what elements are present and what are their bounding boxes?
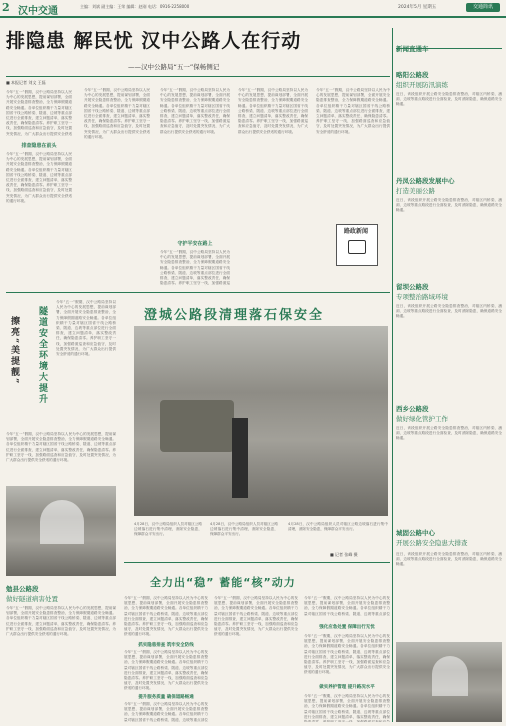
sidebar-item-body: 近日，该段组织开展公路安全隐患排查整治，对辖区内桥梁、涵洞、边坡等重点路段进行全面检查，及时消除隐患，确保道路安全畅通。 [396,92,502,107]
sidebar-item-subtitle: 专项整治路域环境 [396,293,448,301]
vertical-title: 隧道安全环境大提升 [37,306,47,405]
article-column: 今年“五一”假期，汉中公路局坚持以人民为中心的发展思想，提前谋划部署，全面开展安全隐患排查整治，全力保障假期道路安全畅通。各单位组织精干力量对辖区国省干线公路桥梁、隧道、边坡等重点部位 [304,596,390,616]
sidebar-item-title: 西乡公路段 [396,405,429,413]
photo-caption: 4月28日，汉中公路局组织人员对辖区公路边坡落石进行集中清理，消除安全隐患，保障群众平安出行。 [210,522,278,537]
sidebar-item-body: 近日，该段组织开展公路安全隐患排查整治，对辖区内桥梁、涵洞、边坡等重点路段进行全面检查，及时消除隐患，确保道路安全畅通。 [396,552,502,567]
photo-caption: 4月28日，汉中公路局组织人员对辖区公路边坡落石进行集中清理，消除安全隐患，保障群众平安出行。 [134,522,202,537]
divider [124,562,390,563]
sidebar-item-subtitle: 打造美丽公路 [396,187,435,195]
divider [6,292,390,293]
worker-figure [232,418,248,498]
sidebar-item-subtitle: 开展公路安全隐患大排查 [396,539,468,547]
article-column: 今年“五一”假期，汉中公路局坚持以人民为中心的发展思想，提前谋划部署，全面开展安全隐患排查整治，全力保障假期道路安全畅通。各单位组织精干力量对辖区国省干线公路桥梁、隧道、边坡等重点部位进行全面排查，建立问题清单，落实整改责任，确保隐患清零。养护职工坚守一线，加强路面巡查和应急值守，及时处置突发情况，为广大群众出行提供安全舒适的通行环境。 [6,606,116,637]
main-title: 排隐患 解民忧 汉中公路人在行动 [6,30,302,52]
photo-credit: ■ 记者 张峰 摄 [330,552,358,557]
loader-shape [160,400,234,452]
vertical-subtitle: 擦亮“美提靓” [9,316,19,386]
article-column: 今年“五一”假期，汉中公路局坚持以人民为中心的发展思想，提前谋划部署，全面开展安全隐患排查整治，全力保障假期道路安全畅通。各单位组织精干力量对辖区国省干线公路桥梁、隧道、边坡等重点部位 [124,702,208,722]
photo-caption: 4月28日，汉中公路局组织人员对辖区公路边坡落石进行集中清理，消除安全隐患，保障群众平安出行。 [288,522,388,532]
left-bottom-sub: 做好隧道病害处置 [6,595,58,603]
sidebar-item-title: 略阳公路段 [396,71,429,79]
section-head: 做实养护管理 提升路况水平 [319,685,375,690]
camera-icon [348,240,366,254]
stamp-label: 路政新闻 [343,228,368,235]
photo-headline: 澄城公路段清理落石保安全 [144,308,325,323]
header-tag: 交通简讯 [466,3,500,12]
sidebar-item-title: 留坝公路段 [396,283,429,291]
article-column: 今年“五一”假期，汉中公路局坚持以人民为中心的发展思想，提前谋划部署，全面开展安全隐患排查整治，全力保障假期道路安全畅通。各单位组织精干力量对辖区国省干线公路桥梁、隧道、边坡等重点部位进行全面排查，建立问题清单，落实整改责任，确保隐患清零。养护职工坚守一线，加强路面巡查和应急值守，及时处置突发情况，为广大群众出行提供安全舒适的通行环境。 [304,634,390,675]
article-column: 今年“五一”假期，汉中公路局坚持以人民为中心的发展思想，提前谋划部署，全面开展安全隐患排查整治，全力保障假期道路安全畅通。各单位组织精干力量对辖区国省干线公路桥梁、隧道、边坡等重点部位进行全面排查，建立问题清单，落实整改责任，确保隐患清零。养护职工坚守一线，加强路面巡查和应急值守，及时处置突发情况，为广大群众出行提供安全舒适的通行环境。 [124,596,208,637]
article-column: 今年“五一”假期，汉中公路局坚持以人民为中心的发展思想，提前谋划部署，全面开展安全隐患排查整治，全力保障假期道路安全畅通。各单位组织精干力量对辖区国省干线公路桥梁、隧道、边坡等重点部位进行全面排查，建立问题清单，落实整改责任，确保隐患清零。养护职工坚守一线，加强路面巡查和应急值守，及时处置突发情况，为广大群众出行提供安全舒适的通行环境。 [214,596,298,637]
left-bottom-head: 勉县公路段 [6,585,39,593]
tunnel-opening [432,656,468,696]
article-column: 今年“五一”假期，汉中公路局坚持以人民为中心的发展思想，提前谋划部署，全面开展安全隐患排查整治，全力保障假期道路安全畅通。各单位组织精干力量对辖区国省干线公路桥梁、隧道、边坡等重点部位进行全面排查，建立问题清单，落实整改责任，确保隐患清零。养护职工坚守一线，加强路面巡查和应急值守，及时处置突发情况，为广大群众出行提供安全舒适的通行环境。 [84,88,150,139]
section-head: 抓实隐患排查 筑牢安全防线 [138,643,194,648]
article-column: 今年“五一”假期，汉中公路局坚持以人民为中心的发展思想，提前谋划部署，全面开展安全隐患排查整治，全力保障假期道路安全畅通。各单位组织精干力量对辖区国省干线公路桥梁、隧道、边坡等重点部位进行全面排查，建立问题清单，落实整改责任，确保隐患清零。养护职工坚守一线，加强路面巡 [160,250,230,286]
main-subtitle: ——汉中公路局“五一”保畅侧记 [128,63,220,71]
sidebar-item-subtitle: 做好绿化管护工作 [396,415,448,423]
divider [6,76,390,77]
sidebar-item-body: 近日，该段组织开展公路安全隐患排查整治，对辖区内桥梁、涵洞、边坡等重点路段进行全面检查，及时消除隐患，确保道路安全畅通。 [396,198,502,213]
header-meta: 主编：刘斌 副主编：王荣 编辑：赵刚 电话：0916-2258000 [80,4,190,9]
sidebar-item-subtitle: 组织开展防汛演练 [396,81,448,89]
paper-name: 汉中交通 [18,6,58,17]
section-head: 强化应急处置 保障出行无忧 [319,625,375,630]
article-column: 今年“五一”假期，汉中公路局坚持以人民为中心的发展思想，提前谋划部署，全面开展安全隐患排查整治，全力保障假期道路安全畅通。各单位组织精干力量对辖区国省干线公路桥梁、隧道、边坡等重点部位进行全面排查，建立问题清单，落实整改责任，确保隐患清零。养护职工坚守一线，加强路面巡查和应急值守，及时处置突发情况，为广大群众出行提供安全舒适的通行环境。 [6,432,116,463]
tunnel-opening [40,500,84,544]
sidebar-item-title: 城固公路中心 [396,529,435,537]
section-head: 提升服务质量 确保道路畅通 [138,695,194,700]
sidebar-header: 新闻直通车 [396,36,502,49]
page-number: 2 [2,1,10,14]
section-head: 排查隐患在前头 [21,143,57,149]
article-column: 今年“五一”假期，汉中公路局坚持以人民为中心的发展思想，提前谋划部署，全面开展安全隐患排查整治，全力保障假期道路安全畅通。各单位组织精干力量对辖区国省干线公路桥梁、隧道、边坡等重点部位进行全面排查，建立问题清单，落实整改责任，确保隐患清零。养护职工坚守一线，加强路面巡查和应急值守，及时处置突发情况，为广大群众出行提供安全舒适 [6,90,72,136]
header-date: 2024年5月 星期五 [398,5,437,10]
article-column: 今年“五一”假期，汉中公路局坚持以人民为中心的发展思想，提前谋划部署，全面开展安全隐患排查整治，全力保障假期道路安全畅通。各单位组织精干力量对辖区国省干线公路桥梁、隧道、边坡等重点部位进行全面排查，建立问题清单，落实整改责任，确保隐患清零。养护职工坚守一线，加强路面巡查和应急值守，及时处置突发情况，为广大群众出行提供安全舒适的通行环境。 [238,88,308,134]
section-head: 守护平安在路上 [177,241,213,247]
sidebar-item-body: 近日，该段组织开展公路安全隐患排查整治，对辖区内桥梁、涵洞、边坡等重点路段进行全面检查，及时消除隐患，确保道路安全畅通。 [396,426,502,441]
article-column: 今年“五一”假期，汉中公路局坚持以人民为中心的发展思想，提前谋划部署，全面开展安全隐患排查整治，全力保障假期道路安全畅通。各单位组织精干力量对辖区国省干线公路桥梁、隧道、边坡等重点部位进行全面排查，建立问题清单，落实整改责任，确保 [304,694,390,719]
article-column: 今年“五一”假期，汉中公路局坚持以人民为中心的发展思想，提前谋划部署，全面开展安全隐患排查整治，全力保障假期道路安全畅通。各单位组织精干力量对辖区国省干线公路桥梁、隧道、边坡等重点部位进行全面排查，建立问题清单，落实整改责任，确保隐患清零。养护职工坚守一线，加强路面巡查和应急值守，及时处置突发情况，为广大群众出行提供安全舒适的通行环境。 [316,88,390,134]
article-column: 今年“五一”假期，汉中公路局坚持以人民为中心的发展思想，提前谋划部署，全面开展安全隐患排查整治，全力保障假期道路安全畅通。各单位组织精干力量对辖区国省干线公路桥梁、隧道、边坡等重点部位进行全面排查，建立问题清单，落实整改责任，确保隐患清零。养护职工坚守一线，加强路面巡查和应急值守，及时处置突发情况，为广大群众出行提供安全舒适的通行环境。 [56,300,116,357]
article-column: 今年“五一”假期，汉中公路局坚持以人民为中心的发展思想，提前谋划部署，全面开展安全隐患排查整治，全力保障假期道路安全畅通。各单位组织精干力量对辖区国省干线公路桥梁、隧道、边坡等重点部位进行全面排查，建立问题清单，落实整改责任，确保隐患清零。养护职工坚守一线，加强路面巡查和应急值守，及时处置突发情况，为广大群众出行提供安全舒适的通行环境。 [124,650,208,690]
article-column: 今年“五一”假期，汉中公路局坚持以人民为中心的发展思想，提前谋划部署，全面开展安全隐患排查整治，全力保障假期道路安全畅通。各单位组织精干力量对辖区国省干线公路桥梁、隧道、边坡等重点部位进行全面排查，建立问题清单，落实整改责任，确保隐患清零。养护职工坚守一线，加强路面巡查和应急值守，及时处置突发情况，为广大群众出行提供安全舒适的通行环境。 [160,88,230,134]
bottom-headline: 全力出“稳” 蓄能“核”动力 [150,576,296,589]
sidebar-item-title: 丹凤公路段发展中心 [396,177,455,185]
sidebar-item-body: 近日，该段组织开展公路安全隐患排查整治，对辖区内桥梁、涵洞、边坡等重点路段进行全面检查，及时消除隐患，确保道路安全畅通。 [396,304,502,319]
article-column: 今年“五一”假期，汉中公路局坚持以人民为中心的发展思想，提前谋划部署，全面开展安全隐患排查整治，全力保障假期道路安全畅通。各单位组织精干力量对辖区国省干线公路桥梁、隧道、边坡等重点部位进行全面排查，建立问题清单，落实整改责任，确保隐患清零。养护职工坚守一线，加强路面巡查和应急值守，及时处置突发情况，为广大群众出行提供安全舒适的通行环境。 [6,152,72,203]
byline: ■ 本报记者 刘文 王磊 [6,80,46,85]
sidebar-divider [392,28,393,722]
